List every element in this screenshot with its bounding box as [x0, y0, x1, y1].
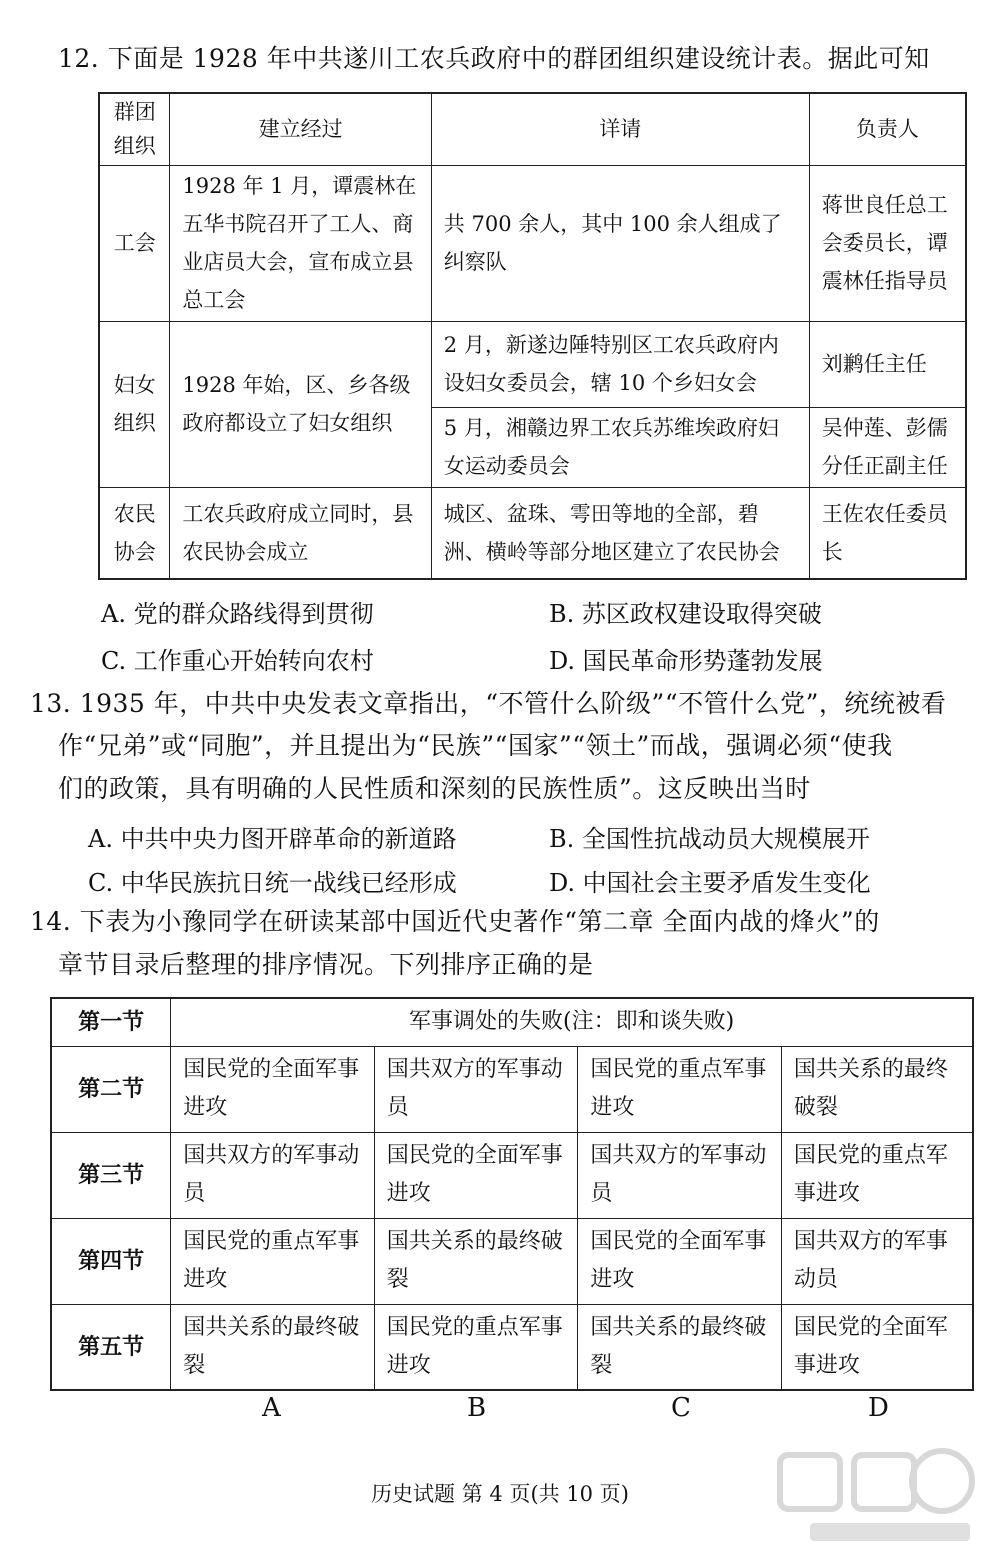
q12-detail-cell: 5 月，湘赣边界工农兵苏维埃政府妇女运动委员会	[431, 407, 809, 487]
q13-option-d[interactable]: D. 中国社会主要矛盾发生变化	[549, 869, 871, 897]
q14-cell: 国民党的重点军事进攻	[781, 1132, 973, 1218]
q14-cell: 国共双方的军事动员	[171, 1132, 375, 1218]
q14-section-label: 第三节	[51, 1132, 171, 1218]
q14-cell: 国共关系的最终破裂	[374, 1218, 578, 1304]
q12-detail-cell: 2 月，新遂边陲特别区工农兵政府内设妇女委员会，辖 10 个乡妇女会	[431, 321, 809, 407]
q13-stem-line-1: 13. 1935 年，中共中央发表文章指出，“不管什么阶级”“不管什么党”，统统被看	[30, 689, 947, 718]
q14-option-c[interactable]: C	[671, 1393, 691, 1423]
q12-header-history: 建立经过	[170, 93, 431, 165]
q12-detail-cell: 城区、盆珠、雩田等地的全部，碧洲、横岭等部分地区建立了农民协会	[431, 487, 809, 579]
q14-cell: 国共关系的最终破裂	[781, 1046, 973, 1132]
q14-option-a[interactable]: A	[262, 1393, 281, 1423]
q14-row-first	[51, 998, 973, 1046]
q12-option-a[interactable]: A. 党的群众路线得到贯彻	[101, 600, 374, 628]
q13-stem-line-3: 们的政策，具有明确的人民性质和深刻的民族性质”。这反映出当时	[58, 774, 811, 803]
q12-row-union	[99, 165, 966, 321]
q12-row-women-a	[99, 321, 966, 407]
q12-org-cell: 工会	[99, 165, 170, 321]
q14-cell: 国共双方的军事动员	[781, 1218, 973, 1304]
q14-row-section-5	[51, 1304, 973, 1390]
q12-leader-cell: 蒋世良任总工会委员长，谭震林任指导员	[809, 165, 966, 321]
q12-history-cell: 工农兵政府成立同时，县农民协会成立	[170, 487, 431, 579]
q14-cell: 国民党的重点军事进攻	[171, 1218, 375, 1304]
q12-option-b[interactable]: B. 苏区政权建设取得突破	[549, 600, 822, 628]
q12-option-d[interactable]: D. 国民革命形势蓬勃发展	[549, 647, 823, 675]
q14-first-content: 军事调处的失败(注：即和谈失败)	[171, 998, 973, 1046]
q12-org-cell: 农民协会	[99, 487, 170, 579]
q12-header-detail: 详请	[431, 93, 809, 165]
q14-section-label: 第一节	[51, 998, 171, 1046]
q12-history-cell: 1928 年 1 月，谭震林在五华书院召开了工人、商业店员大会，宣布成立县总工会	[170, 165, 431, 321]
q14-cell: 国民党的全面军事进攻	[578, 1218, 782, 1304]
q14-cell: 国共双方的军事动员	[578, 1132, 782, 1218]
q12-org-cell: 妇女组织	[99, 321, 170, 487]
q12-header-org: 群团组织	[99, 93, 170, 165]
q14-cell: 国民党的重点军事进攻	[374, 1304, 578, 1390]
q14-cell: 国民党的重点军事进攻	[578, 1046, 782, 1132]
q13-option-b[interactable]: B. 全国性抗战动员大规模展开	[549, 825, 870, 853]
q14-stem-line-1: 14. 下表为小豫同学在研读某部中国近代史著作“第二章 全面内战的烽火”的	[30, 907, 880, 936]
q14-cell: 国共关系的最终破裂	[171, 1304, 375, 1390]
q12-stem: 12. 下面是 1928 年中共遂川工农兵政府中的群团组织建设统计表。据此可知	[58, 44, 930, 73]
q14-section-label: 第四节	[51, 1218, 171, 1304]
q14-cell: 国民党的全面军事进攻	[171, 1046, 375, 1132]
page-footer: 历史试题 第 4 页(共 10 页)	[371, 1482, 629, 1506]
q13-option-a[interactable]: A. 中共中央力图开辟革命的新道路	[88, 825, 457, 853]
q12-option-c[interactable]: C. 工作重心开始转向农村	[101, 647, 374, 675]
q14-table	[50, 997, 974, 1391]
q12-history-cell: 1928 年始，区、乡各级政府都设立了妇女组织	[170, 321, 431, 487]
q12-header-row	[99, 93, 966, 165]
q12-detail-cell: 共 700 余人，其中 100 余人组成了纠察队	[431, 165, 809, 321]
q13-stem-line-2: 作“兄弟”或“同胞”，并且提出为“民族”“国家”“领土”而战，强调必须“使我	[58, 731, 893, 760]
q12-row-farmers	[99, 487, 966, 579]
q14-section-label: 第二节	[51, 1046, 171, 1132]
q14-row-section-3	[51, 1132, 973, 1218]
q14-option-d[interactable]: D	[868, 1393, 889, 1423]
q14-cell: 国民党的全面军事进攻	[374, 1132, 578, 1218]
q12-leader-cell: 吴仲莲、彭儒分任正副主任	[809, 407, 966, 487]
q13-option-c[interactable]: C. 中华民族抗日统一战线已经形成	[88, 869, 457, 897]
q14-row-section-2	[51, 1046, 973, 1132]
q14-option-b[interactable]: B	[467, 1393, 487, 1423]
q14-cell: 国共双方的军事动员	[374, 1046, 578, 1132]
q12-leader-cell: 刘鹣任主任	[809, 321, 966, 407]
q14-cell: 国民党的全面军事进攻	[781, 1304, 973, 1390]
q14-section-label: 第五节	[51, 1304, 171, 1390]
q14-cell: 国共关系的最终破裂	[578, 1304, 782, 1390]
q14-stem-line-2: 章节目录后整理的排序情况。下列排序正确的是	[58, 950, 594, 979]
q12-header-leader: 负责人	[809, 93, 966, 165]
watermark-logo	[770, 1441, 980, 1551]
q12-table	[98, 92, 967, 580]
q12-leader-cell: 王佐农任委员长	[809, 487, 966, 579]
q14-row-section-4	[51, 1218, 973, 1304]
